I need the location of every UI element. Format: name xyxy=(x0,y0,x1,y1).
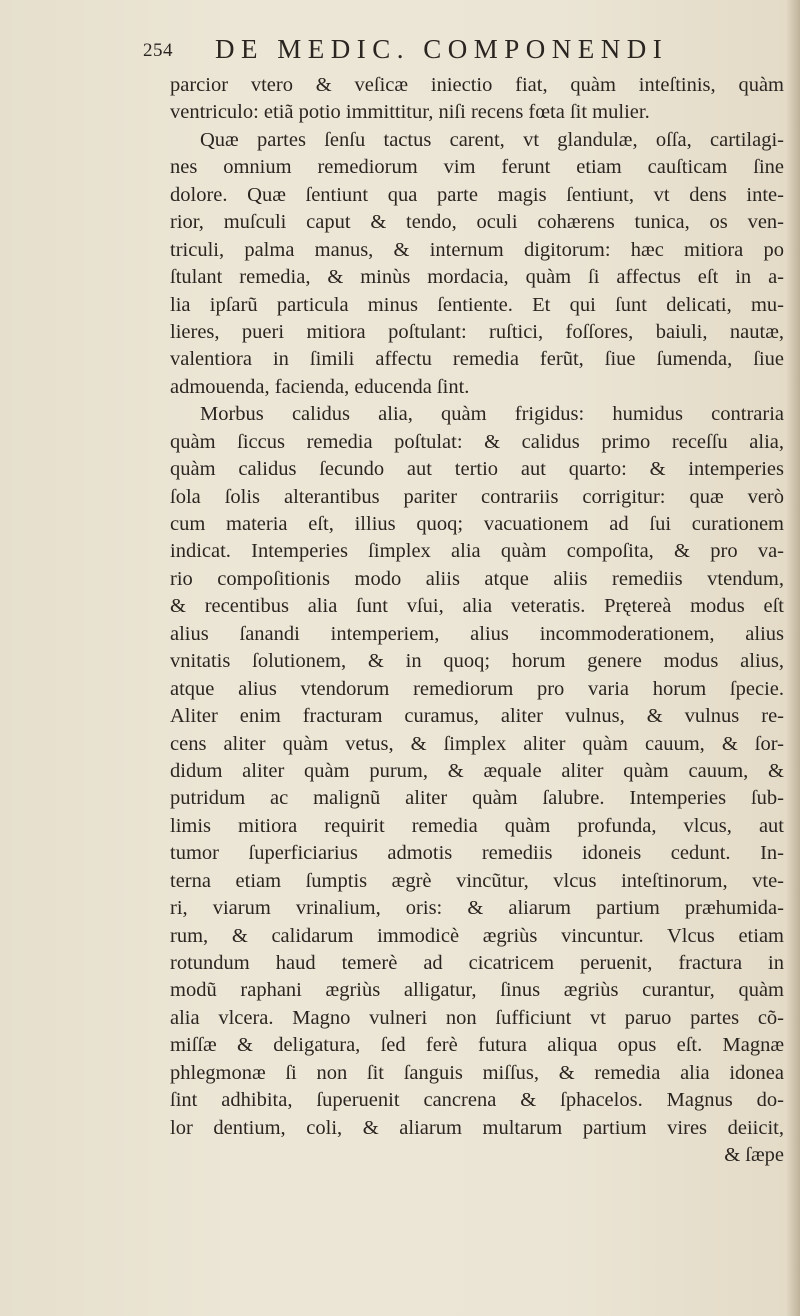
text-line: lia ipſarũ particula minus ſentiente. Et qui ſunt delicati, mu- xyxy=(170,293,784,316)
text-line: rum, & calidarum immodicè ægriùs vincuntur. Vlcus etiam xyxy=(170,924,784,947)
text-line: admouenda, facienda, educenda ſint. xyxy=(170,375,470,398)
text-line: rio compoſitionis modo aliis atque aliis remediis vtendum, xyxy=(170,567,784,590)
text-line: & recentibus alia ſunt vſui, alia veteratis. Prętereà modus eſt xyxy=(170,595,784,618)
text-line: triculi, palma manus, & internum digitorum: hæc mitiora po xyxy=(170,238,784,261)
text-line: ri, viarum vrinalium, oris: & aliarum partium præhumida- xyxy=(170,897,784,920)
text-line: ventriculo: etiã potio immittitur, niſi recens fœta ſit mulier. xyxy=(170,101,650,124)
text-line: putridum ac malignũ aliter quàm ſalubre. Intemperies ſub- xyxy=(170,787,784,810)
text-line: limis mitiora requirit remedia quàm profunda, vlcus, aut xyxy=(170,814,784,837)
text-line: ſtulant remedia, & minùs mordacia, quàm ſi affectus eſt in a- xyxy=(170,266,784,289)
text-line: alia vlcera. Magno vulneri non ſufficiunt vt paruo partes cõ- xyxy=(170,1006,784,1029)
text-line: lieres, pueri mitiora poſtulant: ruſtici, foſſores, baiuli, nautæ, xyxy=(170,320,784,343)
text-line: & ſæpe xyxy=(724,1144,784,1167)
text-line: cum materia eſt, illius quoq; vacuationem ad ſui curationem xyxy=(170,513,784,535)
text-line: modũ raphani ægriùs alligatur, ſinus ægriùs curantur, quàm xyxy=(170,979,784,1002)
text-line: alius ſanandi intemperiem, alius incommoderationem, alius xyxy=(170,622,784,645)
text-line: ſola ſolis alterantibus pariter contrariis corrigitur: quæ verò xyxy=(170,485,784,508)
page-edge-shadow xyxy=(786,0,800,1316)
text-line: atque alius vtendorum remediorum pro varia horum ſpecie. xyxy=(170,677,784,700)
text-line: phlegmonæ ſi non ſit ſanguis miſſus, & remedia alia idonea xyxy=(170,1061,784,1084)
running-title: DE MEDIC. COMPONENDI xyxy=(215,34,669,64)
text-line: miſſæ & deligatura, ſed ferè futura aliqua opus eſt. Magnæ xyxy=(170,1034,784,1057)
text-line: terna etiam ſumptis ægrè vincũtur, vlcus inteſtinorum, vte- xyxy=(170,869,784,892)
text-line: valentiora in ſimili affectu remedia ferũt, ſiue ſumenda, ſiue xyxy=(170,348,784,371)
page-header xyxy=(143,34,783,64)
text-line: didum aliter quàm purum, & æquale aliter quàm cauum, & xyxy=(170,759,784,782)
text-line: tumor ſuperficiarius admotis remediis idoneis cedunt. In- xyxy=(170,842,784,865)
text-line: rior, muſculi caput & tendo, oculi cohærens tunica, os ven- xyxy=(170,211,784,234)
text-line: lor dentium, coli, & aliarum multarum partium vires deiicit, xyxy=(170,1116,784,1139)
text-line: nes omnium remediorum vim ferunt etiam cauſticam ſine xyxy=(170,156,784,179)
text-line: Aliter enim fracturam curamus, aliter vulnus, & vulnus re- xyxy=(170,705,784,728)
page-number: 254 xyxy=(143,40,173,61)
text-line: Morbus calidus alia, quàm frigidus: humidus contraria xyxy=(200,403,784,426)
text-line: rotundum haud temerè ad cicatricem peruenit, fractura in xyxy=(170,952,784,974)
text-line: ſint adhibita, ſuperuenit cancrena & ſphacelos. Magnus do- xyxy=(170,1089,784,1112)
text-line: quàm calidus ſecundo aut tertio aut quarto: & intemperies xyxy=(170,458,784,481)
text-line: Quæ partes ſenſu tactus carent, vt glandulæ, oſſa, cartilagi- xyxy=(200,128,784,151)
text-line: quàm ſiccus remedia poſtulat: & calidus primo receſſu alia, xyxy=(170,430,784,453)
text-line: indicat. Intemperies ſimplex alia quàm compoſita, & pro va- xyxy=(170,540,784,563)
text-line: dolore. Quæ ſentiunt qua parte magis ſentiunt, vt dens inte- xyxy=(170,183,784,206)
text-line: cens aliter quàm vetus, & ſimplex aliter quàm cauum, & ſor- xyxy=(170,732,784,755)
body-text xyxy=(170,72,784,1170)
text-line: vnitatis ſolutionem, & in quoq; horum genere modus alius, xyxy=(170,650,784,673)
text-line: parcior vtero & veſicæ iniectio fiat, quàm inteſtinis, quàm xyxy=(170,74,784,96)
